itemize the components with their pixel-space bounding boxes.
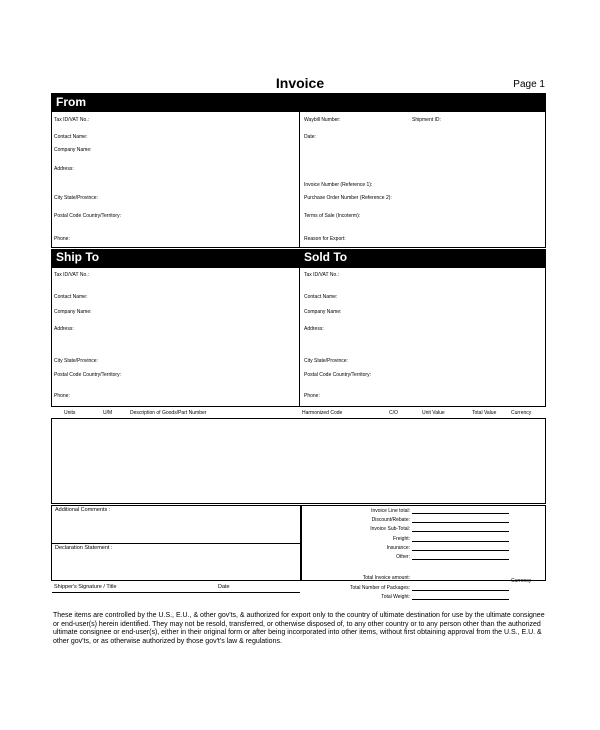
discount-rebate-label: Discount/Rebate: bbox=[371, 517, 410, 523]
insurance-label: Insurance: bbox=[386, 545, 410, 551]
sold-tax-id-label: Tax ID/VAT No.: bbox=[304, 272, 340, 278]
ship-tax-id-label: Tax ID/VAT No.: bbox=[54, 272, 90, 278]
col-units: Units bbox=[64, 410, 76, 416]
sold-address-label: Address: bbox=[304, 326, 324, 332]
from-heading-label: From bbox=[56, 95, 86, 109]
insurance-field[interactable] bbox=[412, 550, 509, 551]
other-field[interactable] bbox=[412, 559, 509, 560]
ship-city-label: City State/Province: bbox=[54, 358, 98, 364]
shipper-signature-label: Shipper's Signature / Title bbox=[54, 584, 117, 590]
ship-address-label: Address: bbox=[54, 326, 74, 332]
totals-currency-label: Currency bbox=[511, 578, 532, 584]
from-company-name-label: Company Name: bbox=[54, 147, 92, 153]
from-heading bbox=[51, 93, 546, 111]
invoice-sub-total-field[interactable] bbox=[412, 531, 509, 532]
total-packages-field[interactable] bbox=[412, 590, 509, 591]
col-harmonized-code: Harmonized Code bbox=[302, 410, 343, 416]
ship-contact-name-label: Contact Name: bbox=[54, 294, 88, 300]
invoice-line-total-label: Invoice Line total: bbox=[371, 508, 410, 514]
from-postal-label: Postal Code Country/Territory: bbox=[54, 213, 121, 219]
invoice-number-label: Invoice Number (Reference 1): bbox=[304, 182, 373, 188]
date-label: Date: bbox=[304, 134, 316, 140]
page-number: Page 1 bbox=[513, 79, 545, 90]
sold-company-name-label: Company Name: bbox=[304, 309, 342, 315]
other-label: Other: bbox=[396, 554, 410, 560]
total-weight-label: Total Weight: bbox=[381, 594, 410, 600]
invoice-line-total-field[interactable] bbox=[412, 513, 509, 514]
sold-city-label: City State/Province: bbox=[304, 358, 348, 364]
freight-field[interactable] bbox=[412, 541, 509, 542]
sold-phone-label: Phone: bbox=[304, 393, 320, 399]
col-currency: Currency bbox=[511, 410, 532, 416]
declaration-statement-label: Declaration Statement : bbox=[55, 545, 113, 551]
from-tax-id-label: Tax ID/VAT No.: bbox=[54, 117, 90, 123]
ship-postal-label: Postal Code Country/Territory: bbox=[54, 372, 121, 378]
discount-rebate-field[interactable] bbox=[412, 522, 509, 523]
sold-postal-label: Postal Code Country/Territory: bbox=[304, 372, 371, 378]
ship-to-heading: Ship To bbox=[56, 250, 100, 264]
comments-divider bbox=[51, 543, 301, 544]
col-description: Description of Goods/Part Number bbox=[130, 410, 207, 416]
ship-sold-heading-bar bbox=[51, 249, 546, 267]
items-body-box bbox=[51, 418, 546, 504]
invoice-sub-total-label: Invoice Sub-Total: bbox=[370, 526, 410, 532]
shipment-id-label: Shipment ID: bbox=[412, 117, 441, 123]
additional-comments-label: Additional Comments : bbox=[55, 507, 111, 513]
from-phone-label: Phone: bbox=[54, 236, 70, 242]
invoice-title: Invoice bbox=[275, 75, 325, 91]
total-weight-field[interactable] bbox=[412, 599, 509, 600]
terms-of-sale-label: Terms of Sale (Incoterm): bbox=[304, 213, 361, 219]
purchase-order-label: Purchase Order Number (Reference 2): bbox=[304, 195, 392, 201]
col-unit-value: Unit Value bbox=[422, 410, 445, 416]
ship-sold-divider bbox=[299, 267, 300, 407]
ship-company-name-label: Company Name: bbox=[54, 309, 92, 315]
from-contact-name-label: Contact Name: bbox=[54, 134, 88, 140]
col-total-value: Total Value bbox=[472, 410, 497, 416]
total-invoice-amount-field[interactable] bbox=[412, 580, 509, 581]
signature-line[interactable] bbox=[52, 592, 300, 593]
waybill-number-label: Waybill Number: bbox=[304, 117, 341, 123]
freight-label: Freight: bbox=[393, 536, 410, 542]
from-city-label: City State/Province: bbox=[54, 195, 98, 201]
signature-date-label: Date bbox=[218, 584, 230, 590]
col-co: C/O bbox=[389, 410, 398, 416]
ship-phone-label: Phone: bbox=[54, 393, 70, 399]
reason-for-export-label: Reason for Export: bbox=[304, 236, 346, 242]
sold-contact-name-label: Contact Name: bbox=[304, 294, 338, 300]
total-packages-label: Total Number of Packages: bbox=[349, 585, 410, 591]
total-invoice-amount-label: Total Invoice amount: bbox=[362, 575, 410, 581]
col-um: U/M bbox=[103, 410, 113, 416]
from-address-label: Address: bbox=[54, 166, 74, 172]
sold-to-heading: Sold To bbox=[304, 250, 348, 264]
export-disclaimer: These items are controlled by the U.S., E.U., & other gov'ts, & authorized for export only to the country of ultimate destination for use by the ultimate consignee or end-user(s) herein identified. They may not be resold, transferred, or otherwise disposed of, to any other country or to any person other than the authorized ultimate consignee or end-user(s), either in their original form or after being incorporated into other items, without first obtaining approval from the U.S., E.U. & other gov'ts, or as otherwise authorized by those gov't's law & regulations. bbox=[53, 612, 545, 646]
from-divider bbox=[299, 111, 300, 248]
